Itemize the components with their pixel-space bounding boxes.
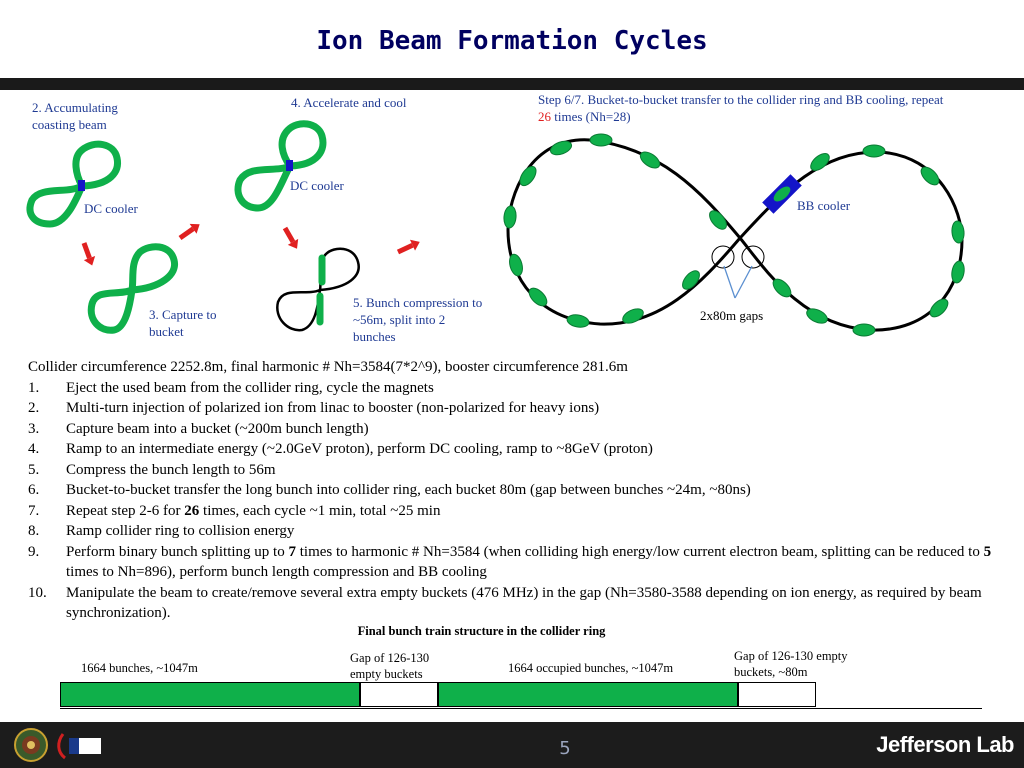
arrow-icon	[280, 225, 302, 252]
note-emphasis: 5	[983, 543, 992, 560]
gap2-label: Gap of 126-130 empty buckets, ~80m	[734, 649, 848, 679]
note-text: times to harmonic # Nh=3584 (when colliding high energy/low current electron beam, splitting can be reduced to	[295, 543, 984, 560]
note-number: 8.	[28, 523, 40, 539]
step2-label: 2. Accumulating coasting beam	[32, 100, 118, 132]
note-number: 9.	[28, 543, 40, 560]
train-bunch-segment	[438, 682, 738, 707]
note-text: times, each cycle ~1 min, total ~25 min	[199, 502, 441, 519]
note-text: Ramp to an intermediate energy (~2.0GeV proton), perform DC cooling, ramp to ~8GeV (proton)	[66, 441, 653, 457]
notes-list	[28, 357, 998, 624]
note-number: 10.	[28, 584, 47, 601]
step5-label: 5. Bunch compression to ~56m, split into 2 bunches	[353, 295, 483, 344]
note-number: 1.	[28, 379, 40, 396]
note-number: 6.	[28, 482, 40, 498]
step2-cooler-marker	[78, 180, 85, 191]
note-text: Eject the used beam from the collider ring, cycle the magnets	[66, 379, 434, 396]
jsa-logo-icon	[55, 728, 105, 762]
transition-arrows	[78, 219, 422, 267]
seg1-label: 1664 bunches, ~1047m	[81, 661, 198, 675]
note-item	[28, 378, 998, 399]
note-text: Manipulate the beam to create/remove several extra empty buckets (476 MHz) in the gap (Nh=3580-3588 depending on ion energy, as required by beam synchronization).	[66, 584, 982, 621]
seg2-label: 1664 occupied bunches, ~1047m	[508, 661, 674, 675]
note-item	[28, 460, 998, 481]
step2-cooler-label: DC cooler	[84, 201, 138, 216]
page-number: 5	[559, 738, 571, 759]
gaps-label: 2x80m gaps	[700, 308, 764, 323]
header-rule	[0, 78, 1024, 90]
note-text: Ramp collider ring to collision energy	[66, 523, 295, 539]
arrow-icon	[177, 219, 204, 243]
footer-bar	[0, 722, 1024, 768]
note-number: 5.	[28, 461, 40, 478]
collider-bunches	[503, 134, 966, 336]
note-number: 7.	[28, 502, 40, 519]
note-emphasis: 26	[184, 502, 200, 519]
arrow-icon	[395, 236, 422, 257]
note-item	[28, 542, 998, 583]
gap-pointer-lines	[724, 266, 752, 298]
train-gap-segment	[738, 682, 816, 707]
jefferson-lab-logo: Jefferson Lab	[876, 732, 1014, 757]
notes-intro: Collider circumference 2252.8m, final harmonic # Nh=3584(7*2^9), booster circumference 281.6m	[28, 359, 628, 375]
arrow-icon	[78, 241, 97, 268]
step4-cooler-marker	[286, 160, 293, 171]
numbered-steps	[28, 378, 998, 624]
note-number: 4.	[28, 441, 40, 457]
note-text: Multi-turn injection of polarized ion from linac to booster (non-polarized for heavy ions)	[66, 400, 600, 416]
note-number: 3.	[28, 420, 40, 437]
note-item	[28, 521, 998, 542]
bunch-train-bar	[60, 682, 982, 709]
note-text: Bucket-to-bucket transfer the long bunch into collider ring, each bucket 80m (gap between bunches ~24m, ~80ns)	[66, 482, 751, 498]
note-text: Perform binary bunch splitting up to	[66, 543, 289, 560]
note-text: Capture beam into a bucket (~200m bunch length)	[66, 420, 369, 437]
step4-cooler-label: DC cooler	[290, 178, 344, 193]
note-item	[28, 439, 998, 460]
repeat-count: 26	[538, 109, 551, 124]
step3-label: 3. Capture to bucket	[149, 307, 217, 339]
note-emphasis: 7	[288, 543, 296, 560]
step4-label: 4. Accelerate and cool	[291, 95, 407, 110]
note-item	[28, 501, 998, 522]
train-gap-segment	[360, 682, 438, 707]
note-number: 2.	[28, 400, 40, 416]
note-item	[28, 480, 998, 501]
step67-label: Step 6/7. Bucket-to-bucket transfer to the collider ring and BB cooling, repeat 26 times (Nh=28)	[538, 92, 944, 124]
step4-booster-ring	[238, 124, 323, 208]
train-bunch-segment	[60, 682, 360, 707]
gap1-label: Gap of 126-130 empty buckets	[350, 651, 430, 681]
bb-cooler-marker	[762, 174, 802, 214]
note-item	[28, 398, 998, 419]
bb-cooler-label: BB cooler	[797, 198, 851, 213]
note-item	[28, 583, 998, 624]
note-text: Repeat step 2-6 for	[66, 502, 185, 519]
note-text: Compress the bunch length to 56m	[66, 461, 276, 478]
seal-icon	[14, 728, 48, 762]
train-title: Final bunch train structure in the collider ring	[357, 624, 606, 638]
note-text: times to Nh=896), perform bunch length compression and BB cooling	[66, 564, 487, 580]
note-item	[28, 419, 998, 440]
collider-ring	[508, 140, 962, 330]
page-title: Ion Beam Formation Cycles	[316, 26, 708, 56]
